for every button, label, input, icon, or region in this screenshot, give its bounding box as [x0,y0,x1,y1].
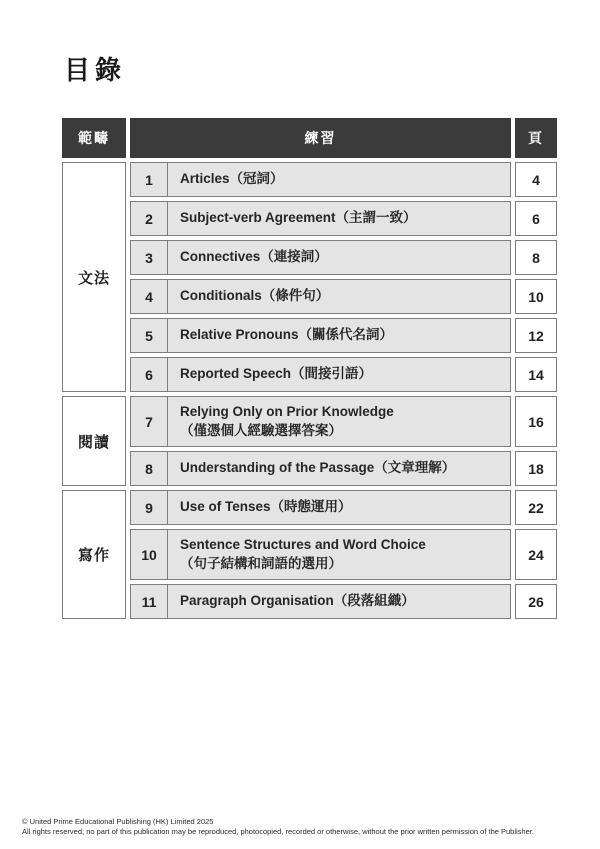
exercise-title [168,162,511,197]
table-group [62,490,557,619]
exercise-title-line1: Relying Only on Prior Knowledge [180,404,394,420]
page-number: 26 [515,584,557,619]
exercise-title [168,201,511,236]
page-number: 8 [515,240,557,275]
page-footer [22,817,534,837]
table-group [62,162,557,392]
exercise-title-line1: Sentence Structures and Word Choice [180,537,426,553]
exercise-title-line2: （僅憑個人經驗選擇答案） [180,422,342,438]
table-group [62,396,557,486]
exercise-title [168,357,511,392]
exercise-title [168,529,511,580]
page-number: 4 [515,162,557,197]
exercise-title-line1: Paragraph Organisation（段落組織） [180,593,415,609]
exercise-title-line1: Articles（冠詞） [180,171,284,187]
category-cell: 閱讀 [62,396,126,486]
exercise-title-line1: Understanding of the Passage（文章理解） [180,460,456,476]
exercise-title [168,396,511,447]
page-number: 14 [515,357,557,392]
exercise-title [168,490,511,525]
exercise-title [168,240,511,275]
toc-table [62,118,557,619]
exercise-number: 4 [130,279,168,314]
table-header-row [62,118,557,158]
exercise-title-line1: Reported Speech（間接引語） [180,366,373,382]
exercise-number: 8 [130,451,168,486]
exercise-title-line1: Use of Tenses（時態運用） [180,499,352,515]
page-number: 24 [515,529,557,580]
header-exercise: 練習 [130,118,511,158]
category-cell: 文法 [62,162,126,392]
page-number: 22 [515,490,557,525]
header-page: 頁 [515,118,557,158]
exercise-title [168,318,511,353]
exercise-title [168,451,511,486]
footer-copyright: © United Prime Educational Publishing (HK) Limited 2025 [22,817,214,826]
exercise-title-line1: Relative Pronouns（關係代名詞） [180,327,394,343]
exercise-number: 6 [130,357,168,392]
exercise-number: 11 [130,584,168,619]
exercise-title [168,279,511,314]
exercise-title-line2: （句子結構和詞語的選用） [180,555,342,571]
exercise-number: 3 [130,240,168,275]
page-number: 16 [515,396,557,447]
exercise-title-line1: Subject-verb Agreement（主謂一致） [180,210,417,226]
page-number: 6 [515,201,557,236]
table-body [62,162,557,619]
page-number: 12 [515,318,557,353]
page-number: 10 [515,279,557,314]
exercise-number: 9 [130,490,168,525]
page-title: 目錄 [64,55,127,85]
category-cell: 寫作 [62,490,126,619]
footer-rights: All rights reserved; no part of this publication may be reproduced, photocopied, recorded or otherwise, without the prior written permission of the Publisher. [22,827,534,836]
exercise-title [168,584,511,619]
exercise-number: 10 [130,529,168,580]
header-category: 範疇 [62,118,126,158]
exercise-number: 5 [130,318,168,353]
exercise-title-line1: Conditionals（條件句） [180,288,330,304]
exercise-number: 2 [130,201,168,236]
exercise-number: 7 [130,396,168,447]
page-number: 18 [515,451,557,486]
exercise-title-line1: Connectives（連接詞） [180,249,328,265]
exercise-number: 1 [130,162,168,197]
